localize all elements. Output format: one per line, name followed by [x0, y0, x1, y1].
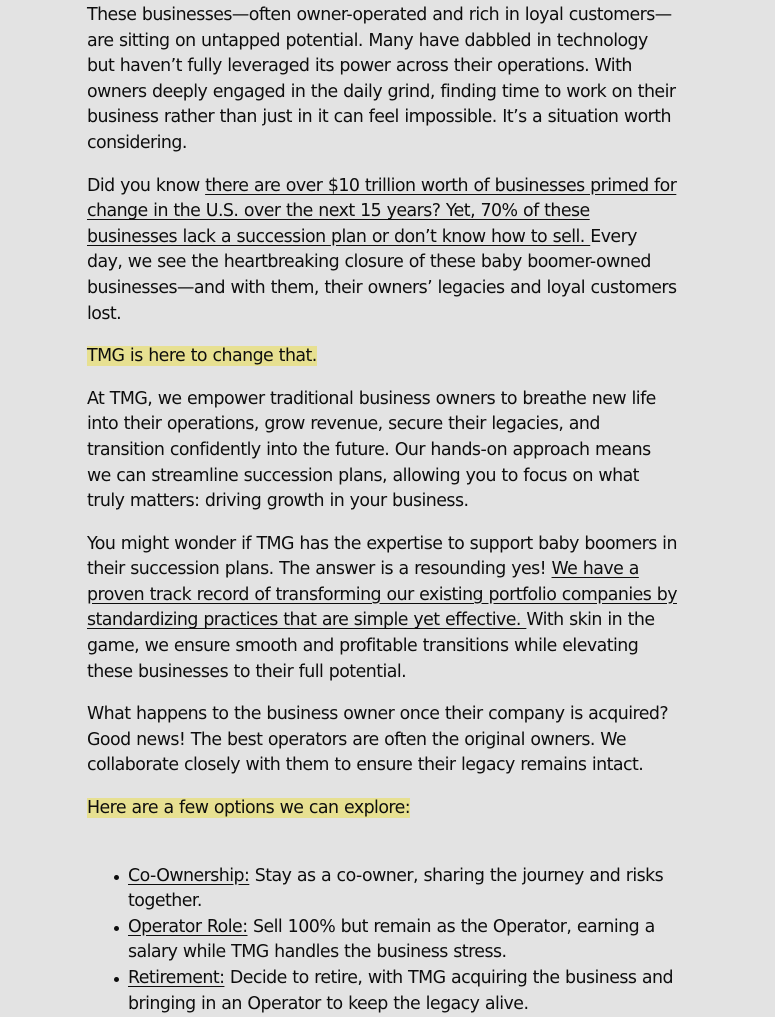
paragraph-highlight-options [87, 796, 677, 822]
list-item-co-ownership [128, 864, 677, 915]
highlight-options-intro: Here are a few options we can explore: [87, 798, 411, 819]
paragraph-expertise [87, 532, 677, 686]
highlight-tmg-change: TMG is here to change that. [87, 346, 317, 367]
operator-role-link[interactable]: Operator Role: [128, 916, 248, 937]
paragraph-tmg-mission: At TMG, we empower traditional business owners to breathe new life into their operations, grow revenue, secure their legacies, and transition confidently into the future. Our hands-on approach means we can streamline succession plans, allowing you to focus on what truly matters: driving growth in your business. [87, 388, 656, 512]
paragraph-expertise-intro: You might wonder if TMG has the expertise to support baby boomers in their succession plans. The answer is a resounding yes! [87, 533, 677, 580]
paragraph-succession-closing: Every day, we see the heartbreaking closure of these baby boomer-owned businesses—and with them, their owners’ legacies and loyal customers lost. [87, 226, 677, 324]
paragraph-succession-intro: Did you know [87, 175, 206, 196]
list-item-retirement [128, 966, 677, 1017]
paragraph-succession-stats [87, 174, 677, 328]
retirement-description: Decide to retire, with TMG acquiring the business and bringing in an Operator to keep the legacy alive. [128, 968, 673, 1014]
paragraph-untapped-potential: These businesses—often owner-operated and rich in loyal customers—are sitting on untapped potential. Many have dabbled in technology but haven’t fully leveraged its power across their operations. With owners deeply engaged in the daily grind, finding time to work on their business rather than just in it can feel impossible. It’s a situation worth considering. [87, 5, 676, 153]
retirement-link[interactable]: Retirement: [128, 968, 225, 988]
succession-stats-link[interactable]: there are over $10 trillion worth of businesses primed for change in the U.S. over the next 15 years? Yet, 70% of these businesses lack a succession plan or don’t know how to sell. [87, 175, 677, 247]
list-item-operator-role [128, 915, 677, 966]
paragraph-expertise-closing: With skin in the game, we ensure smooth and profitable transitions while elevating these businesses to their full potential. [87, 610, 655, 682]
co-ownership-description: Stay as a co-owner, sharing the journey and risks together. [128, 865, 664, 912]
paragraph-highlight-change [87, 344, 677, 370]
operator-role-description: Sell 100% but remain as the Operator, earning a salary while TMG handles the business stress. [128, 916, 655, 963]
track-record-link[interactable]: We have a proven track record of transforming our existing portfolio companies by standardizing practices that are simple yet effective. [87, 559, 677, 631]
article-body [87, 3, 677, 1017]
options-list [87, 864, 677, 1017]
co-ownership-link[interactable]: Co-Ownership: [128, 865, 250, 886]
paragraph-owner-outcome: What happens to the business owner once their company is acquired? Good news! The best operators are often the original owners. We collaborate closely with them to ensure their legacy remains intact. [87, 704, 669, 776]
list-spacer [87, 839, 677, 864]
